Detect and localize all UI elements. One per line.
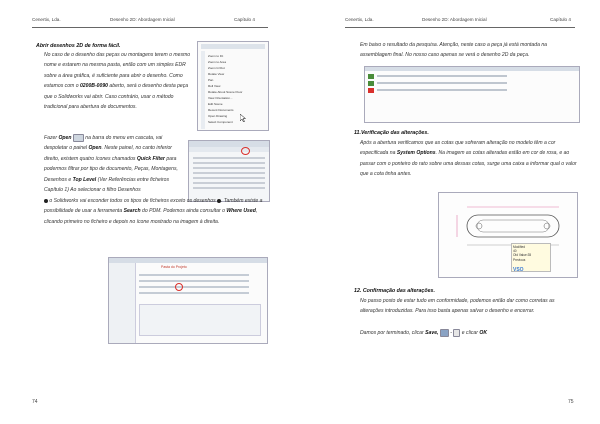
pdm-screenshot — [108, 257, 268, 344]
quick-filter-highlight — [241, 147, 250, 155]
menu-item[interactable]: Roll View — [208, 84, 221, 88]
part-icon — [368, 74, 374, 79]
header-chapter: Capítulo 4 — [234, 17, 255, 22]
paragraph-save: Damos por terminado, clicar Save, - e clicar OK — [360, 330, 487, 336]
paragraph-open-drawing: No caso de o desenho das peças ou montagens terem o mesmo nome e estarem na mesma pasta, então com um simples EDR sobre a área gráfica, é suficiente para abrir o desenho. Como estamos com o 0200B-0090 aberto, será o desenho desta peça que o Solidworks vai abrir. Caso contrário, usar o método tradicional para abertura de documentos. — [44, 52, 191, 111]
drawing-sheet — [439, 193, 577, 277]
file-row — [193, 187, 265, 189]
context-menu-screenshot — [197, 41, 269, 131]
header-title: Desenho 2D: Abordagem Inicial — [422, 17, 487, 22]
section-12-heading: 12. Confirmação das alterações. — [354, 288, 435, 294]
save-icon — [440, 329, 449, 337]
file-row — [193, 162, 265, 164]
search-toolbar — [365, 67, 579, 71]
paragraph-confirmation: No passo posto de estar tudo em conformidade, podemos então dar como corretas as alterações introduzidas. Para isso basta apenas salvar o desenho e encerrar. — [360, 298, 555, 315]
pdm-row — [139, 292, 249, 294]
pdm-caption: Pasta do Projeto — [161, 265, 187, 269]
menu-item[interactable]: Rotate About Scene Floor — [208, 90, 243, 94]
search-results-screenshot — [364, 66, 580, 123]
drawing-screenshot — [438, 192, 578, 278]
section-heading: Abrir desenhos 2D de forma fácil. — [36, 43, 121, 49]
tooltip-line: Previous — [513, 257, 526, 262]
right-page — [300, 0, 600, 424]
pdm-row — [139, 280, 249, 282]
paragraph-search-result: Em baixo o resultado da pesquisa. Atenção, neste caso a peça já está montada na assemblagem final. No nosso caso apenas se verá o desenho 2D da peça. — [360, 42, 547, 59]
tooltip-line: 40 — [513, 249, 517, 254]
header-rule — [32, 27, 268, 28]
file-row — [193, 157, 265, 159]
section-11-heading: 11.Verificação das alterações. — [354, 130, 429, 136]
open-panel-screenshot — [188, 140, 270, 202]
result-row — [377, 89, 507, 91]
tooltip-line: Modified — [513, 245, 526, 249]
page-number: 74 — [32, 399, 38, 405]
paragraph-open-panel: Fazer Open na barra do menu em cascata, vai despoletar o painel Open. Neste painel, no canto inferior direito, existem quatro ícones chamados Quick Filter para podermos filtrar por tipo de documento, Peças, Montagens, Desenhos e Top Level (Ver Referências entre ficheiros Capítulo 1) Ao selecionar o filtro Desenhos — [44, 135, 178, 194]
header-rule — [345, 27, 575, 28]
header-chapter: Capítulo 4 — [550, 17, 571, 22]
where-used-highlight — [175, 283, 183, 291]
pdm-folder-tree — [109, 263, 136, 343]
menu-item[interactable]: Edit Scene — [208, 102, 223, 106]
result-row — [377, 75, 507, 77]
pdm-row — [139, 274, 249, 276]
result-row — [377, 82, 507, 84]
toolbar-strip — [201, 44, 265, 49]
open-folder-icon — [73, 134, 84, 142]
header-company: Cenertix, Lda. — [345, 17, 374, 22]
menu-item[interactable]: Zoom to Area — [208, 60, 227, 64]
file-row — [193, 167, 265, 169]
file-row — [193, 177, 265, 179]
drawing-icon — [368, 88, 374, 93]
file-row — [193, 172, 265, 174]
menu-item[interactable]: View Orientation... — [208, 96, 233, 100]
panel-toolbar — [189, 147, 269, 152]
header-company: Cenertix, Lda. — [32, 17, 61, 22]
menu-item[interactable]: Select Component — [208, 120, 233, 124]
pdm-preview-pane — [139, 304, 261, 336]
cursor-icon — [240, 114, 246, 122]
tooltip-line: Old Value:35 — [513, 253, 532, 258]
menu-item[interactable]: Rotate View — [208, 72, 225, 76]
menu-item[interactable]: Pan — [208, 78, 214, 82]
part-icon — [368, 81, 374, 86]
paragraph-verification: Após a abertura verificamos que as cotas que sofreram alteração no modelo têm a cor especificada na System Options. Na imagem as cotas alteradas estão em cor de rosa, e ao passar com o ponteiro do rato sobre uma dessas cotas, surge uma caixa a informar qual o valor que a cota tinha antes. — [360, 140, 577, 178]
menu-gutter — [201, 51, 205, 129]
menu-item[interactable]: Zoom In/Out — [208, 66, 225, 70]
menu-item[interactable]: Recent Documents — [208, 108, 234, 112]
menu-item[interactable]: Zoom to Fit — [208, 54, 224, 58]
pdm-row — [139, 286, 249, 288]
menu-item[interactable]: Open Drawing — [208, 114, 228, 118]
header-title: Desenho 2D: Abordagem Inicial — [110, 17, 175, 22]
page-number: 75 — [568, 399, 574, 405]
brand-logo: VSO — [513, 267, 524, 273]
paragraph-filter: o Solidworks vai esconder todos os tipos de ficheiros exceto os desenhos . Também existe a possibilidade de usar a ferramenta Search do PDM. Podemos ainda consultar o Where Used, clicando primeiro no ficheiro e depois no ícone mostrado na imagem à direita. — [44, 198, 263, 225]
file-row — [193, 182, 265, 184]
